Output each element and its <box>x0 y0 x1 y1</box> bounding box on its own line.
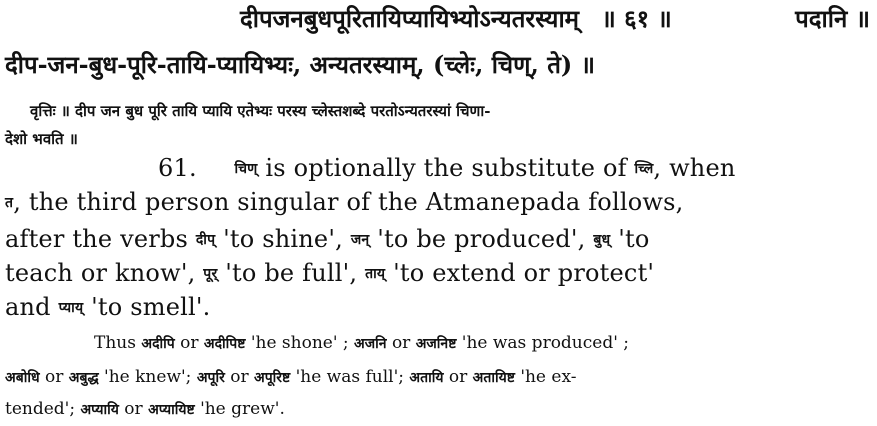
devanagari-form: अदीपिष्ट <box>203 336 246 352</box>
example-text: 'he was full'; <box>295 367 405 387</box>
example-text: or <box>448 367 468 387</box>
example-text: 'he ex- <box>520 367 577 387</box>
body-line-3 <box>5 224 649 255</box>
sutra-number-english: 61. <box>158 154 197 182</box>
body-text: and <box>5 293 51 321</box>
body-line-4 <box>5 258 654 289</box>
devanagari-term: दीप् <box>195 232 216 248</box>
example-text: Thus <box>94 333 136 353</box>
devanagari-form: अजनिष्ट <box>415 336 457 352</box>
devanagari-form: अतायिष्ट <box>472 370 515 386</box>
example-text: 'he shone' ; <box>250 333 349 353</box>
devanagari-form: अप्यायि <box>80 402 119 418</box>
devanagari-form: अबोधि <box>5 370 40 386</box>
devanagari-term: च्लि <box>634 161 654 177</box>
body-text: , the third person singular of the Atmanepada follows, <box>13 188 684 216</box>
example-text: or <box>180 333 199 353</box>
example-line-3 <box>5 398 285 421</box>
example-text: or <box>230 367 249 387</box>
body-text: 'to shine', <box>223 225 343 253</box>
body-text: 'to <box>618 225 650 253</box>
sutra-line-1 <box>240 4 870 34</box>
sutra-text: दीपजनबुधपूरितायिप्यायिभ्योऽन्यतरस्याम् <box>240 4 580 33</box>
body-text: 'to extend or protect' <box>393 259 655 287</box>
body-text: 'to be full', <box>225 259 358 287</box>
example-text: or <box>44 367 64 387</box>
devanagari-term: चिण् <box>234 161 258 177</box>
devanagari-form: अबुद्ध <box>68 370 99 386</box>
devanagari-form: अजनि <box>354 336 387 352</box>
body-line-2 <box>5 187 683 218</box>
vritti-line-1: वृत्तिः ॥ दीप जन बुध पूरि तायि प्यायि एतेभ्यः परस्य च्लेस्तशब्दे परतोऽन्यतरस्यां चिणा- <box>30 102 491 120</box>
devanagari-term: प्याय् <box>58 300 84 316</box>
example-line-2 <box>5 366 577 389</box>
body-text: , when <box>653 154 736 182</box>
sutra-number: ॥ ६१ ॥ <box>601 4 672 33</box>
devanagari-term: पूर् <box>203 266 218 282</box>
vritti-line-2: देशो भवति ॥ <box>5 130 78 148</box>
body-line-1 <box>158 153 736 184</box>
example-text: tended'; <box>5 399 76 419</box>
example-text: 'he was produced' ; <box>461 333 630 353</box>
padani-label: पदानि ॥ <box>795 4 870 33</box>
devanagari-term: त <box>5 195 14 211</box>
devanagari-form: अपूरिष्ट <box>254 370 291 386</box>
body-text: teach or know', <box>5 259 196 287</box>
sutra-padaccheda: दीप-जन-बुध-पूरि-तायि-प्यायिभ्यः, अन्यतरस्याम्, (च्लेः, चिण्, ते) ॥ <box>5 50 595 79</box>
body-text: is optionally the substitute of <box>265 154 627 182</box>
devanagari-term: बुध् <box>593 232 611 248</box>
devanagari-form: अदीपि <box>141 336 175 352</box>
body-text: 'to be produced', <box>377 225 586 253</box>
example-text: 'he knew'; <box>104 367 192 387</box>
body-text: after the verbs <box>5 225 188 253</box>
example-text: 'he grew'. <box>200 399 285 419</box>
body-text: 'to smell'. <box>91 293 211 321</box>
example-text: or <box>124 399 143 419</box>
devanagari-term: जन् <box>350 232 370 248</box>
example-line-1 <box>94 332 629 355</box>
devanagari-form: अतायि <box>409 370 444 386</box>
devanagari-form: अपूरि <box>196 370 225 386</box>
devanagari-term: ताय् <box>365 266 386 282</box>
example-text: or <box>391 333 411 353</box>
body-line-5 <box>5 292 211 323</box>
devanagari-form: अप्यायिष्ट <box>148 402 195 418</box>
